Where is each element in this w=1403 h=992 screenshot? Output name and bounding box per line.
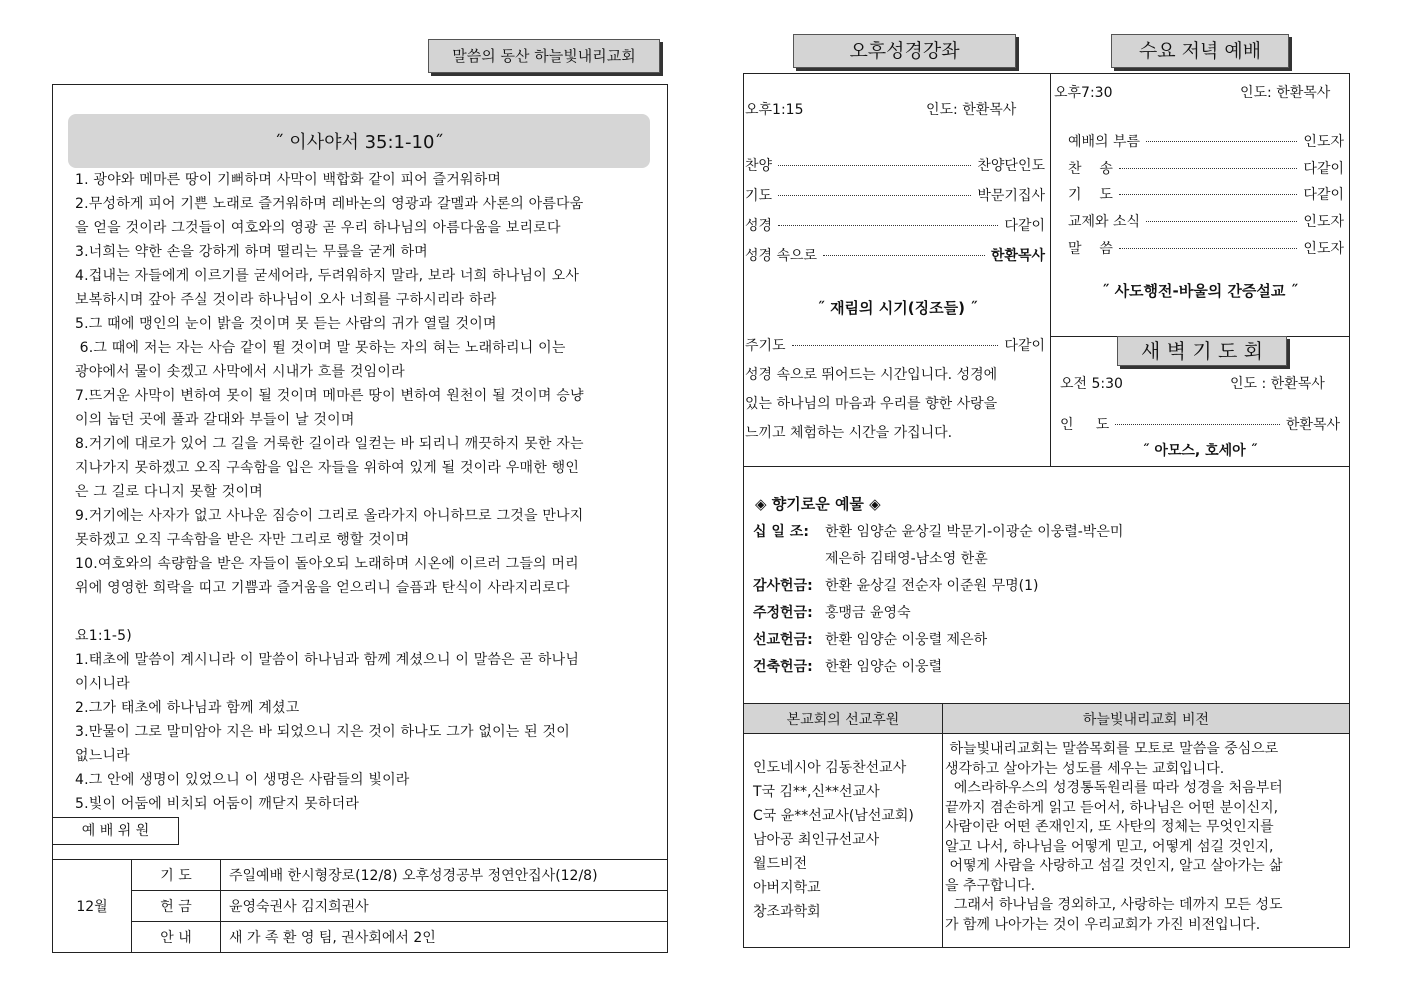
- scripture-line: 8.거기에 대로가 있어 그 길을 거룩한 길이라 일컫는 바 되리니 깨끗하지 못한 자는: [75, 436, 584, 452]
- wednesday-item: 찬 송 다같이: [1068, 161, 1344, 177]
- dawn-leader: 인도 : 한환목사: [1230, 376, 1325, 392]
- vision-line: 끝까지 겸손하게 읽고 듣어서, 하나님은 어떤 분이신지,: [945, 799, 1279, 816]
- mission-item: 월드비전: [753, 856, 808, 872]
- staff-names: 주일예배 한시형장로(12/8) 오후성경공부 정연안집사(12/8): [221, 860, 668, 891]
- mission-item: 남아공 최인규선교사: [753, 832, 880, 848]
- vision-line: 그래서 하나님을 경외하고, 사랑하는 데까지 모든 성도: [945, 897, 1283, 913]
- vision-line: 가 함께 나아가는 것이 우리교회가 가진 비전입니다.: [945, 916, 1261, 933]
- missions-vision-table: [743, 703, 1350, 948]
- scripture-line: 요1:1-5): [75, 628, 132, 644]
- scripture-line: 2.무성하게 피어 기쁜 노래로 즐거워하며 레바논의 영광과 갈멜과 사론의 아름다움: [75, 196, 584, 212]
- vision-line: 하늘빛내리교회는 말씀목회를 모토로 말씀을 중심으로: [945, 741, 1279, 757]
- vision-line: 에스라하우스의 성경통독원리를 따라 성경을 처음부터: [945, 780, 1283, 796]
- offering-label: 선교헌금:: [753, 632, 813, 648]
- wednesday-title-badge: [1111, 34, 1289, 68]
- offering-names: 한환 임양순 윤상길 박문기-이광순 이웅렬-박은미: [825, 524, 1124, 540]
- mission-item: 인도네시아 김동찬선교사: [753, 760, 907, 776]
- scripture-title: ˝ 이사야서 35:1-10˝: [274, 132, 444, 153]
- wednesday-item: 교제와 소식 인도자: [1068, 214, 1344, 230]
- offering-row: [753, 600, 1343, 627]
- offering-row: [753, 546, 1343, 573]
- staff-names: 윤영숙권사 김지희권사: [221, 891, 668, 922]
- offering-row: [753, 654, 1343, 681]
- staff-table: [52, 859, 668, 953]
- scripture-line: 못하겠고 오직 구속함을 받은 자만 그리로 행할 것이며: [75, 532, 410, 548]
- scripture-line: 을 얻을 것이라 그것들이 여호와의 영광 곧 우리 하나님의 아름다움을 보리로다: [75, 220, 561, 236]
- afternoon-title: 오후성경강좌: [849, 40, 960, 62]
- scripture-line: 1.태초에 말씀이 계시니라 이 말씀이 하나님과 함께 계셨으니 이 말씀은 곧 하나님: [75, 652, 580, 668]
- church-title: 말씀의 동산 하늘빛내리교회: [452, 47, 636, 65]
- offering-label: 주정헌금:: [753, 605, 813, 621]
- dawn-time: 오전 5:30: [1060, 376, 1123, 392]
- wednesday-title: 수요 저녁 예배: [1138, 40, 1262, 62]
- afternoon-item-praise: 찬양 찬양단인도: [745, 158, 1045, 174]
- scripture-line: 4.그 안에 생명이 있었으니 이 생명은 사람들의 빛이라: [75, 772, 410, 788]
- wednesday-item: 말 씀 인도자: [1068, 241, 1344, 257]
- description-line: 느끼고 체험하는 시간을 가집니다.: [745, 425, 953, 441]
- scripture-line: 이시니라: [75, 676, 130, 692]
- offering-label: 감사헌금:: [753, 578, 813, 594]
- scripture-line: [75, 600, 663, 624]
- offering-names: 홍맹금 윤영숙: [825, 605, 911, 621]
- description-line: 있는 하나님의 마음과 우리를 향한 사랑을: [745, 396, 998, 412]
- vision-line: 어떻게 사람을 사랑하고 섬길 것인지, 알고 살아가는 삶: [945, 858, 1283, 874]
- vision-line: 알고 나서, 하나님을 어떻게 믿고, 어떻게 섬길 것인지,: [945, 838, 1274, 855]
- staff-names: 새 가 족 환 영 팀, 권사회에서 2인: [221, 922, 668, 953]
- worship-staff-label-box: [52, 817, 179, 845]
- offering-names: 한환 윤상길 전순자 이준원 무명(1): [825, 578, 1039, 594]
- offering-row: [753, 519, 1343, 546]
- afternoon-description: [745, 361, 1047, 448]
- church-title-badge: [428, 39, 660, 73]
- wednesday-leader: 인도: 한환목사: [1240, 85, 1331, 101]
- scripture-line: 4.겁내는 자들에게 이르기를 굳세어라, 두려워하지 말라, 보라 너희 하나님이 오사: [75, 268, 580, 284]
- scripture-line: 3.만물이 그로 말미암아 지은 바 되었으니 지은 것이 하나도 그가 없이는 된 것이: [75, 724, 571, 740]
- missions-list: [744, 734, 942, 924]
- staff-month: 12월: [53, 860, 132, 953]
- offering-names: 제은하 김태영-남소영 한훈: [825, 551, 988, 567]
- afternoon-title-badge: [793, 34, 1016, 68]
- scripture-line: 없느니라: [75, 748, 130, 764]
- wednesday-item: 기 도 다같이: [1068, 187, 1344, 203]
- afternoon-item-sermon: 성경 속으로 한환목사: [745, 248, 1045, 264]
- mission-item: 창조과학회: [753, 904, 821, 920]
- staff-role: 안 내: [132, 922, 221, 953]
- description-line: 성경 속으로 뛰어드는 시간입니다. 성경에: [745, 367, 998, 383]
- offering-row: [753, 627, 1343, 654]
- afternoon-item-bible: 성경 다같이: [745, 218, 1045, 234]
- staff-role: 헌 금: [132, 891, 221, 922]
- wednesday-item: 예배의 부름 인도자: [1068, 134, 1344, 150]
- vision-line: 을 추구합니다.: [945, 877, 1036, 894]
- scripture-line: 광야에서 물이 솟겠고 사막에서 시내가 흐를 것임이라: [75, 364, 405, 380]
- vision-header: 하늘빛내리교회 비전: [943, 704, 1350, 734]
- worship-staff-label: 예 배 위 원: [81, 823, 150, 839]
- scripture-line: 10.여호와의 속량함을 받은 자들이 돌아오되 노래하며 시온에 이르러 그들의 머리: [75, 556, 579, 572]
- dawn-item: 인 도 한환목사: [1060, 417, 1340, 433]
- offering-label: 건축헌금:: [753, 659, 813, 675]
- offerings-heading: ◈ 향기로운 예물 ◈: [755, 495, 881, 513]
- vision-text: [943, 734, 1349, 935]
- scripture-line: 은 그 길로 다니지 못할 것이며: [75, 484, 263, 500]
- wednesday-sermon-title: ˝ 사도행전-바울의 간증설교 ˝: [1101, 282, 1299, 300]
- mission-item: 아버지학교: [753, 880, 821, 896]
- offering-names: 한환 임양순 이웅렬: [825, 659, 943, 675]
- dawn-title: 새 벽 기 도 회: [1140, 339, 1264, 363]
- vision-line: 사람이란 어떤 존재인지, 또 사탄의 정체는 무엇인지를: [945, 819, 1274, 835]
- wednesday-time: 오후7:30: [1054, 85, 1113, 101]
- scripture-line: 이의 눕던 곳에 풀과 갈대와 부들이 날 것이며: [75, 412, 355, 428]
- afternoon-item-prayer: 기도 박문기집사: [745, 188, 1045, 204]
- scripture-title-banner: [68, 114, 650, 168]
- scripture-line: 지나가지 못하겠고 오직 구속함을 입은 자들을 위하여 있게 될 것이라 우매한 행인: [75, 460, 580, 476]
- scripture-line: 보복하시며 갚아 주실 것이라 하나님이 오사 너희를 구하시리라 하라: [75, 292, 497, 308]
- staff-role: 기 도: [132, 860, 221, 891]
- afternoon-sermon-title: ˝ 재림의 시기(징조들) ˝: [817, 299, 978, 317]
- afternoon-item-closing: 주기도 다같이: [745, 338, 1045, 354]
- dawn-title-badge: [1117, 336, 1287, 366]
- scripture-line: 위에 영영한 희락을 띠고 기쁨과 즐거움을 얻으리니 슬픔과 탄식이 사라지리로다: [75, 580, 570, 596]
- offering-label: 십 일 조:: [753, 524, 809, 540]
- scripture-line: 1. 광야와 메마른 땅이 기뻐하며 사막이 백합화 같이 피어 즐거워하며: [75, 172, 502, 188]
- mission-item: C국 윤**선교사(남선교회): [753, 808, 914, 824]
- missions-header: 본교회의 선교후원: [744, 704, 943, 734]
- scripture-line: 5.빛이 어둠에 비치되 어둠이 깨닫지 못하더라: [75, 796, 360, 812]
- afternoon-leader: 인도: 한환목사: [926, 102, 1017, 118]
- scripture-line: 6.그 때에 저는 자는 사슴 같이 뛸 것이며 말 못하는 자의 혀는 노래하리니 이는: [75, 340, 566, 356]
- vision-line: 생각하고 살아가는 성도를 세우는 교회입니다.: [945, 760, 1225, 777]
- schedule-divider: [1050, 73, 1051, 467]
- mission-item: T국 김**,신**선교사: [753, 784, 880, 800]
- offering-row: [753, 573, 1343, 600]
- scripture-line: 3.너희는 약한 손을 강하게 하며 떨리는 무릎을 굳게 하며: [75, 244, 428, 260]
- scripture-line: 5.그 때에 맹인의 눈이 밝을 것이며 못 듣는 사람의 귀가 열릴 것이며: [75, 316, 497, 332]
- scripture-line: 7.뜨거운 사막이 변하여 못이 될 것이며 메마른 땅이 변하여 원천이 될 것이며 승냥: [75, 388, 584, 404]
- scripture-text: [75, 168, 663, 816]
- offering-names: 한환 임양순 이웅렬 제은하: [825, 632, 988, 648]
- scripture-line: 9.거기에는 사자가 없고 사나운 짐승이 그리로 올라가지 아니하므로 그것을 만나지: [75, 508, 584, 524]
- afternoon-time: 오후1:15: [745, 102, 804, 118]
- offerings-list: [753, 519, 1343, 681]
- scripture-line: 2.그가 태초에 하나님과 함께 계셨고: [75, 700, 300, 716]
- dawn-sermon-title: ˝ 아모스, 호세아 ˝: [1142, 443, 1258, 459]
